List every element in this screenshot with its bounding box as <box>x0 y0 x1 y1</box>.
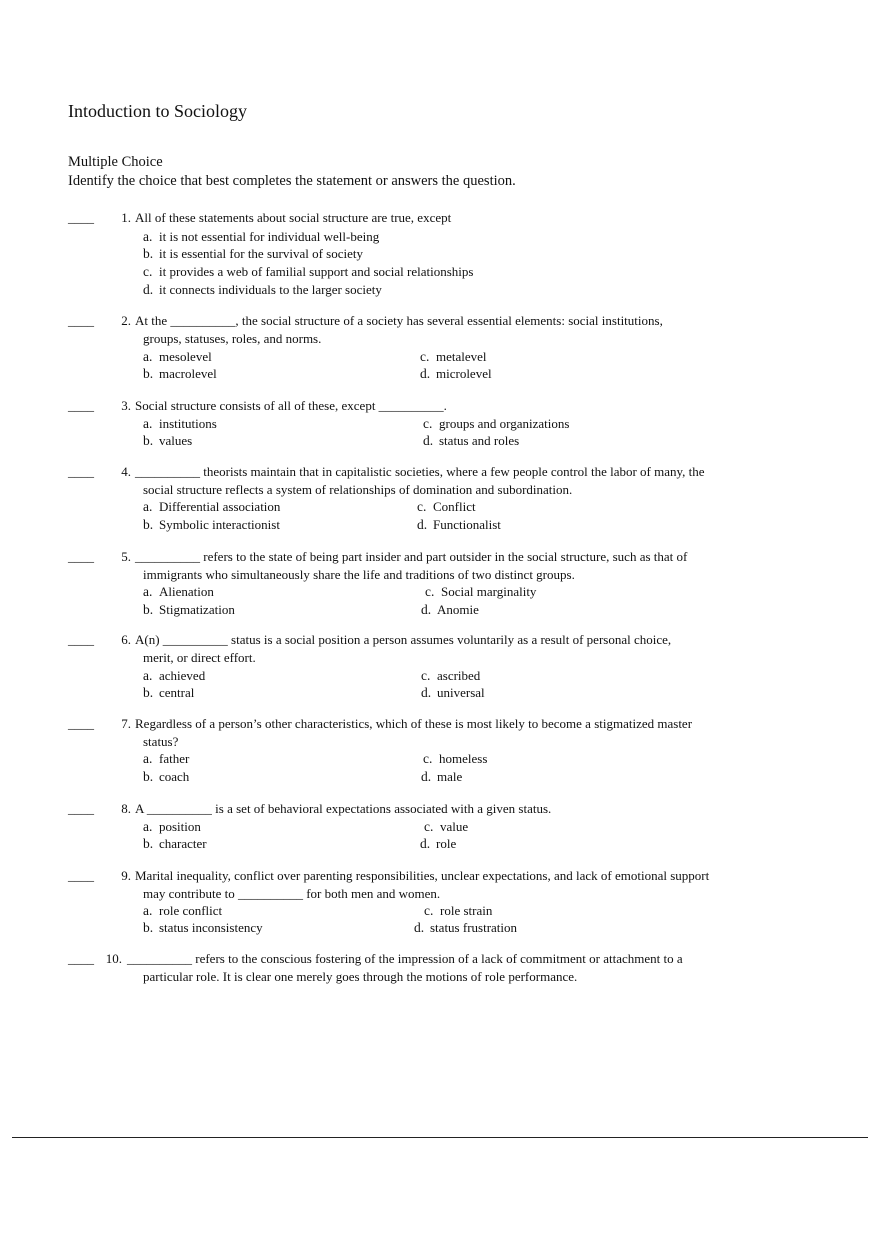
question-stem-continued: may contribute to __________ for both men and women. <box>143 885 441 901</box>
answer-blank[interactable]: ____ <box>68 210 94 225</box>
option-c: c. groups and organizations <box>423 416 570 431</box>
option-a: a. Alienation <box>143 584 214 599</box>
option-b: b. coach <box>143 769 190 784</box>
option-b: b. Symbolic interactionist <box>143 517 280 532</box>
option-b: b. values <box>143 433 193 448</box>
question-stem: __________ refers to the state of being part insider and part outsider in the social structure, such as that of <box>135 549 688 564</box>
answer-blank[interactable]: ____ <box>68 313 94 328</box>
option-d: d. Anomie <box>421 602 479 617</box>
option-a: a. institutions <box>143 416 217 431</box>
answer-blank[interactable]: ____ <box>68 801 94 816</box>
option-d: d. it connects individuals to the larger society <box>143 282 382 297</box>
question-stem: A(n) __________ status is a social position a person assumes voluntarily as a result of personal choice, <box>135 632 672 647</box>
question-number: 1. <box>121 210 131 225</box>
answer-blank[interactable]: ____ <box>68 868 94 883</box>
option-b: b. character <box>143 836 207 851</box>
question-stem-continued: social structure reflects a system of relationships of domination and subordination. <box>143 481 573 497</box>
option-b: b. Stigmatization <box>143 602 235 617</box>
option-c: c. value <box>424 819 469 834</box>
option-c: c. ascribed <box>421 668 481 683</box>
question-stem-continued: immigrants who simultaneously share the life and traditions of two distinct groups. <box>143 566 575 582</box>
option-d: d. status frustration <box>414 920 518 935</box>
option-c: c. Social marginality <box>425 584 537 599</box>
section-instructions: Identify the choice that best completes the statement or answers the question. <box>68 173 516 189</box>
option-d: d. microlevel <box>420 366 492 381</box>
question-stem: At the __________, the social structure of a society has several essential elements: social institutions, <box>135 313 663 328</box>
question-number: 10. <box>105 951 122 966</box>
question-number: 8. <box>121 801 131 816</box>
question-stem: Marital inequality, conflict over parenting responsibilities, unclear expectations, and lack of emotional support <box>135 868 710 883</box>
option-c: c. metalevel <box>420 349 487 364</box>
option-d: d. male <box>421 769 463 784</box>
question-number: 7. <box>121 716 131 731</box>
question-stem: Social structure consists of all of these, except __________. <box>135 398 447 413</box>
footer-divider <box>12 1137 868 1138</box>
question-number: 5. <box>121 549 131 564</box>
option-b: b. status inconsistency <box>143 920 263 935</box>
option-d: d. status and roles <box>423 433 520 448</box>
question-number: 9. <box>121 868 131 883</box>
document-title: Intoduction to Sociology <box>68 101 247 121</box>
answer-blank[interactable]: ____ <box>68 398 94 413</box>
option-d: d. universal <box>421 685 485 700</box>
question-stem-continued: groups, statuses, roles, and norms. <box>143 330 322 346</box>
option-a: a. it is not essential for individual well-being <box>143 229 380 244</box>
question-stem: All of these statements about social structure are true, except <box>135 210 452 225</box>
question-stem-continued: status? <box>143 733 179 749</box>
option-a: a. Differential association <box>143 499 281 514</box>
option-a: a. position <box>143 819 201 834</box>
question-stem: A __________ is a set of behavioral expectations associated with a given status. <box>135 801 552 816</box>
question-number: 3. <box>121 398 131 413</box>
question-stem: __________ theorists maintain that in capitalistic societies, where a few people control the labor of many, the <box>135 464 705 479</box>
option-c: c. role strain <box>424 903 493 918</box>
option-d: d. role <box>420 836 457 851</box>
question-stem-continued: particular role. It is clear one merely goes through the motions of role performance. <box>143 968 578 984</box>
section-title: Multiple Choice <box>68 154 163 170</box>
option-a: a. mesolevel <box>143 349 212 364</box>
question-number: 4. <box>121 464 131 479</box>
question-number: 2. <box>121 313 131 328</box>
answer-blank[interactable]: ____ <box>68 549 94 564</box>
question-stem-continued: merit, or direct effort. <box>143 649 256 665</box>
option-c: c. Conflict <box>417 499 476 514</box>
question-number: 6. <box>121 632 131 647</box>
option-a: a. father <box>143 751 190 766</box>
question-stem: __________ refers to the conscious fostering of the impression of a lack of commitment or attachment to a <box>127 951 683 966</box>
option-a: a. role conflict <box>143 903 223 918</box>
option-b: b. it is essential for the survival of society <box>143 246 363 261</box>
option-d: d. Functionalist <box>417 517 501 532</box>
answer-blank[interactable]: ____ <box>68 632 94 647</box>
option-c: c. it provides a web of familial support and social relationships <box>143 264 474 279</box>
option-a: a. achieved <box>143 668 206 683</box>
answer-blank[interactable]: ____ <box>68 951 94 966</box>
answer-blank[interactable]: ____ <box>68 464 94 479</box>
option-b: b. macrolevel <box>143 366 217 381</box>
question-stem: Regardless of a person’s other characteristics, which of these is most likely to become a stigmatized master <box>135 716 693 731</box>
answer-blank[interactable]: ____ <box>68 716 94 731</box>
option-b: b. central <box>143 685 195 700</box>
option-c: c. homeless <box>423 751 488 766</box>
